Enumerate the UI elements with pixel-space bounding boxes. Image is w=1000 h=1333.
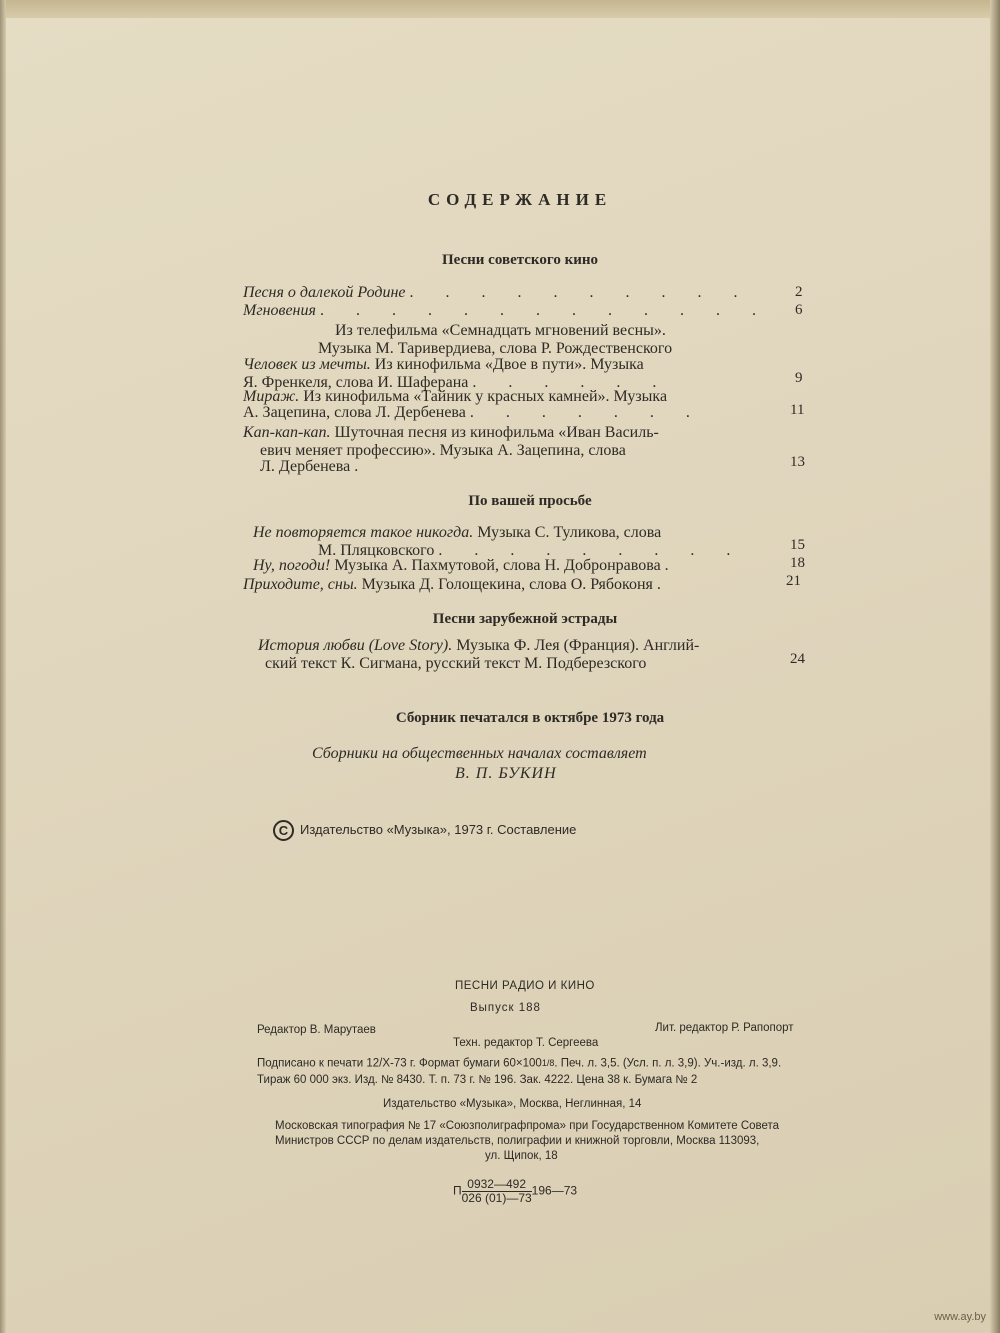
entry-text: А. Зацепина, слова Л. Дербенева xyxy=(243,404,466,421)
page-number: 15 xyxy=(790,537,805,553)
toc-entry xyxy=(243,424,659,442)
song-title: Человек из мечты. xyxy=(243,356,371,373)
leader-dots: . xyxy=(664,557,683,574)
page-left-edge xyxy=(0,0,6,1333)
leader-dots: . xyxy=(656,576,675,593)
toc-entry xyxy=(243,356,644,374)
entry-text: Из кинофильма «Двое в пути». Музыка xyxy=(370,356,644,373)
circulation-details: Тираж 60 000 экз. Изд. № 8430. Т. п. 73 г. № 196. Зак. 4222. Цена 38 к. Бумага № 2 xyxy=(257,1074,698,1086)
editor-credit: Редактор В. Марутаев xyxy=(257,1024,376,1036)
printer-line: Московская типография № 17 «Союзполиграфпрома» при Государственном Комитете Совета xyxy=(275,1120,780,1132)
entry-text: евич меняет профессию». Музыка А. Зацепина, слова xyxy=(260,442,626,459)
issue-number: Выпуск 188 xyxy=(470,1002,541,1014)
catalog-code xyxy=(453,1178,577,1205)
lit-editor-credit: Лит. редактор Р. Рапопорт xyxy=(655,1022,794,1034)
page-top-edge xyxy=(0,0,1000,18)
song-title: Мираж. xyxy=(243,388,300,405)
tech-editor-credit: Техн. редактор Т. Сергеева xyxy=(453,1037,599,1049)
series-title: ПЕСНИ РАДИО И КИНО xyxy=(455,980,595,992)
song-title: Мгновения xyxy=(243,302,316,319)
toc-entry-cont xyxy=(260,458,372,476)
entry-text: Из кинофильма «Тайник у красных камней». Музыка xyxy=(299,388,668,405)
page-number: 9 xyxy=(795,370,803,386)
publisher-address: Издательство «Музыка», Москва, Неглинная, 14 xyxy=(383,1098,642,1110)
toc-entry xyxy=(243,284,751,302)
section-title: Песни зарубежной эстрады xyxy=(432,611,618,627)
page-right-edge xyxy=(990,0,1000,1333)
section-title: Песни советского кино xyxy=(441,252,598,268)
leader-dots: . . . . . . . xyxy=(469,404,704,421)
leader-dots: . . . . . . . . . xyxy=(438,542,745,559)
leader-dots: . . . . . . xyxy=(472,374,671,391)
page-number: 21 xyxy=(786,573,801,589)
copyright-text: Издательство «Музыка», 1973 г. Составление xyxy=(300,821,577,837)
watermark: www.ay.by xyxy=(934,1311,986,1323)
toc-entry xyxy=(253,557,683,575)
print-details-a: Подписано к печати 12/X-73 г. Формат бумаги 60×100 xyxy=(257,1057,542,1070)
printer-line: Министров СССР по делам издательств, полиграфии и книжной торговли, Москва 113093, xyxy=(275,1135,760,1147)
printer-line: ул. Щипок, 18 xyxy=(485,1150,558,1162)
code-top: 0932—492 xyxy=(462,1178,532,1192)
entry-text: М. Пляцковского xyxy=(318,542,435,559)
copyright-icon: C xyxy=(273,820,294,841)
page-number: 2 xyxy=(795,284,803,300)
page-number: 6 xyxy=(795,302,803,318)
toc-entry-cont xyxy=(243,404,704,422)
leader-dots: . . . . . . . . . . xyxy=(409,284,752,301)
contents-heading: СОДЕРЖАНИЕ xyxy=(427,190,613,209)
toc-entry xyxy=(253,524,661,542)
toc-entry-cont xyxy=(265,655,646,673)
song-title: Ну, погоди! xyxy=(253,557,331,574)
song-title: Кап-кап-кап. xyxy=(243,424,331,441)
song-title: Песня о далекой Родине xyxy=(243,284,406,301)
print-details xyxy=(257,1057,781,1070)
entry-text: ский текст К. Сигмана, русский текст М. Подберезского xyxy=(265,655,647,672)
entry-text: Я. Френкеля, слова И. Шаферана xyxy=(243,374,469,391)
page-number: 13 xyxy=(790,454,805,470)
toc-entry xyxy=(258,637,699,655)
leader-dots: . xyxy=(354,458,373,475)
entry-note: Музыка М. Таривердиева, слова Р. Рождественского xyxy=(318,340,673,357)
code-bottom: 026 (01)—73 xyxy=(461,1191,532,1205)
copyright-line xyxy=(273,820,576,841)
entry-text: Музыка А. Пахмутовой, слова Н. Добронравова xyxy=(330,557,661,574)
print-details-c: . Печ. л. 3,5. (Усл. п. л. 3,9). Уч.-изд. л. 3,9. xyxy=(554,1057,782,1070)
page-number: 18 xyxy=(790,555,805,571)
fraction: 1/8 xyxy=(541,1058,555,1068)
toc-entry xyxy=(243,576,675,594)
entry-text: Шуточная песня из кинофильма «Иван Василь- xyxy=(330,424,659,441)
song-title: Приходите, сны. xyxy=(243,576,358,593)
code-suffix: 196—73 xyxy=(531,1183,578,1198)
entry-text: Л. Дербенева xyxy=(260,458,351,475)
entry-note: Из телефильма «Семнадцать мгновений весны». xyxy=(335,322,666,339)
leader-dots: . . . . . . . . . . . . . xyxy=(319,302,770,319)
printed-note: Сборник печатался в октябре 1973 года xyxy=(395,710,665,726)
section-title: По вашей просьбе xyxy=(468,493,592,509)
entry-text: Музыка Ф. Лея (Франция). Англий- xyxy=(452,637,700,654)
page-number: 11 xyxy=(790,402,805,418)
code-prefix: П xyxy=(453,1183,462,1198)
page-number: 24 xyxy=(790,651,805,667)
compiler-name: В. П. БУКИН xyxy=(455,765,557,782)
song-title: История любви (Love Story). xyxy=(258,637,453,654)
entry-text: Музыка Д. Голощекина, слова О. Рябоконя xyxy=(357,576,653,593)
compiler-note: Сборники на общественных началах составляет xyxy=(312,745,647,762)
toc-entry xyxy=(243,302,770,320)
song-title: Не повторяется такое никогда. xyxy=(253,524,474,541)
code-fraction xyxy=(462,1178,532,1205)
entry-text: Музыка С. Туликова, слова xyxy=(473,524,662,541)
